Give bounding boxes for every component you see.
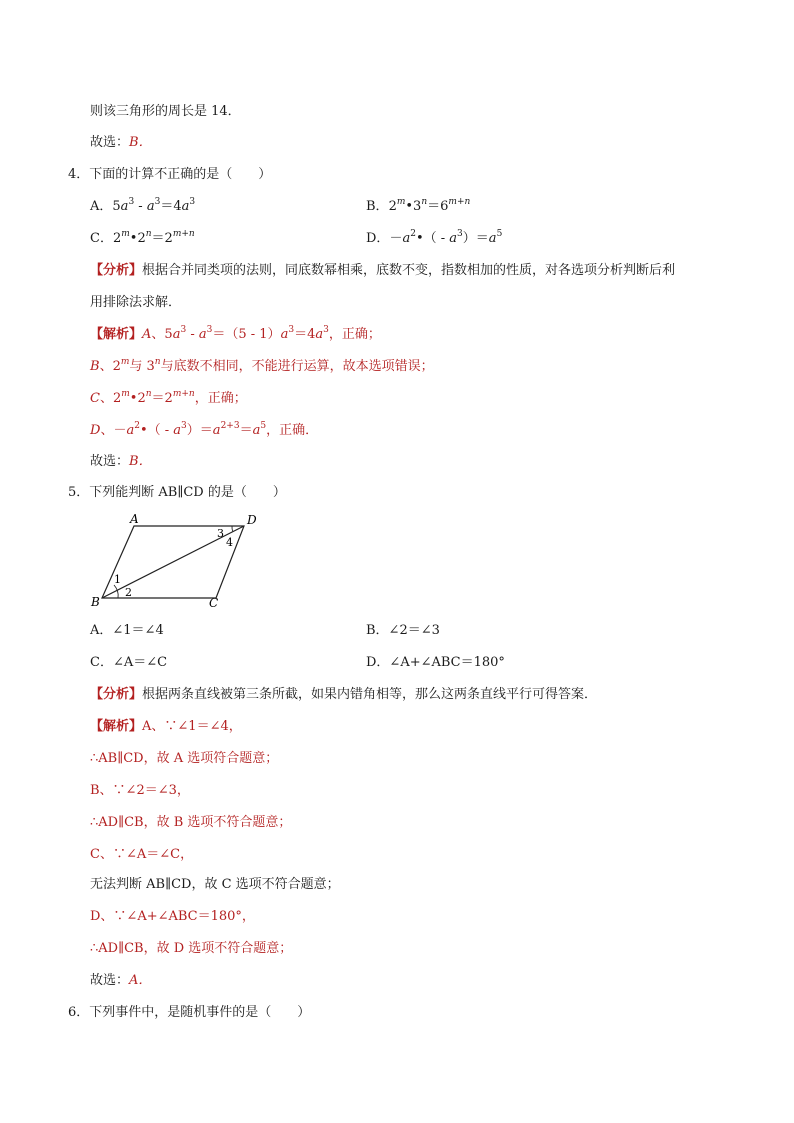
q5-option-a: A．∠1＝∠4 <box>90 623 164 638</box>
q5-option-d: D．∠A+∠ABC＝180° <box>366 655 505 670</box>
q5-stem-text: 下列能判断 AB∥CD 的是（ ） <box>89 485 286 500</box>
q4-answer-line <box>90 453 152 471</box>
angle-3-label: 3 <box>217 527 224 540</box>
angle-1-label: 1 <box>114 573 121 586</box>
q4-analysis-line-1 <box>90 262 675 280</box>
q5-option-b: B．∠2＝∠3 <box>366 623 440 638</box>
angle-4-label: 4 <box>226 536 233 549</box>
option-label: A． <box>90 199 113 214</box>
solution-tag: 【解析】 <box>90 327 143 342</box>
q6-stem-text: 下列事件中，是随机事件的是（ ） <box>89 1005 311 1020</box>
analysis-tag: 【分析】 <box>90 263 143 278</box>
q5-solution-line-1: ∴AB∥CD，故 A 选项符合题意； <box>90 751 279 766</box>
label-b: B <box>91 595 100 609</box>
q5-solution-line-5: 无法判断 AB∥CD，故 C 选项不符合题意； <box>90 877 340 892</box>
q4-option-a: A．$5a^3 - a^3=4a^3$ <box>90 196 196 214</box>
q4-stem <box>68 166 271 184</box>
answer-value: A． <box>129 973 152 988</box>
analysis-text: 根据合并同类项的法则，同底数幂相乘，底数不变，指数相加的性质，对各选项分析判断后利 <box>142 263 676 278</box>
angle-2-label: 2 <box>125 586 132 599</box>
label-a: A <box>130 512 139 526</box>
q5-solution-line-7: ∴AD∥CB，故 D 选项不符合题意； <box>90 941 293 956</box>
option-label: B． <box>366 199 389 214</box>
answer-value: B． <box>129 135 152 150</box>
answer-prefix: 故选： <box>90 454 130 469</box>
answer-prefix: 故选： <box>90 973 130 988</box>
q4-stem-text: 下面的计算不正确的是（ ） <box>89 167 272 182</box>
q5-solution-line-3: ∴AD∥CB，故 B 选项不符合题意； <box>90 815 292 830</box>
answer-value: B． <box>129 454 152 469</box>
q5-solution-line-4: C、∵∠A＝∠C， <box>90 847 194 862</box>
label-d: D <box>247 513 257 527</box>
solution-text: A、∵∠1＝∠4， <box>142 719 242 734</box>
option-label: D． <box>366 231 390 246</box>
prev-answer-line <box>90 134 152 152</box>
prev-perimeter-line: 则该三角形的周长是 14． <box>90 104 241 119</box>
q5-solution-line-0 <box>90 718 242 736</box>
analysis-tag: 【分析】 <box>90 687 143 702</box>
label-c: C <box>209 596 219 610</box>
angle-arc-d <box>232 526 233 532</box>
q6-stem <box>68 1004 310 1022</box>
q4-solution-a: 【解析】A、$5a^3 - a^3=(5 - 1)a^3=4a^3$，正确； <box>90 324 381 342</box>
option-label: C． <box>90 231 113 246</box>
q4-analysis-line-2: 用排除法求解． <box>90 295 182 310</box>
q4-option-b: B．$2^m•3^n=6^{m+n}$ <box>366 196 471 214</box>
q5-solution-line-2: B、∵∠2＝∠3， <box>90 783 190 798</box>
parallelogram-figure <box>86 508 276 612</box>
answer-prefix: 故选： <box>90 135 130 150</box>
solution-tag: 【解析】 <box>90 719 143 734</box>
analysis-text: 根据两条直线被第三条所截，如果内错角相等，那么这两条直线平行可得答案． <box>142 687 598 702</box>
q5-option-c: C．∠A＝∠C <box>90 655 168 670</box>
q5-stem <box>68 484 286 502</box>
q4-number: 4． <box>68 167 90 182</box>
q6-number: 6． <box>68 1005 90 1020</box>
q5-solution-line-6: D、∵∠A+∠ABC＝180°， <box>90 909 255 924</box>
q4-option-c: C．$2^m•2^n=2^{m+n}$ <box>90 228 195 246</box>
q5-analysis <box>90 686 597 704</box>
q4-option-d: D．$-a^2•( - a^3)=a^5$ <box>366 228 503 246</box>
q5-number: 5． <box>68 485 90 500</box>
q4-solution-c: C、$2^m•2^n=2^{m+n}$，正确； <box>90 388 247 406</box>
q5-answer-line <box>90 972 151 990</box>
q4-solution-b: B、2$^m$与 3$^n$与底数不相同，不能进行运算，故本选项错误； <box>90 356 434 374</box>
q4-solution-d: D、$-a^2•( - a^3)=a^{2+3}=a^5$，正确． <box>90 420 319 438</box>
